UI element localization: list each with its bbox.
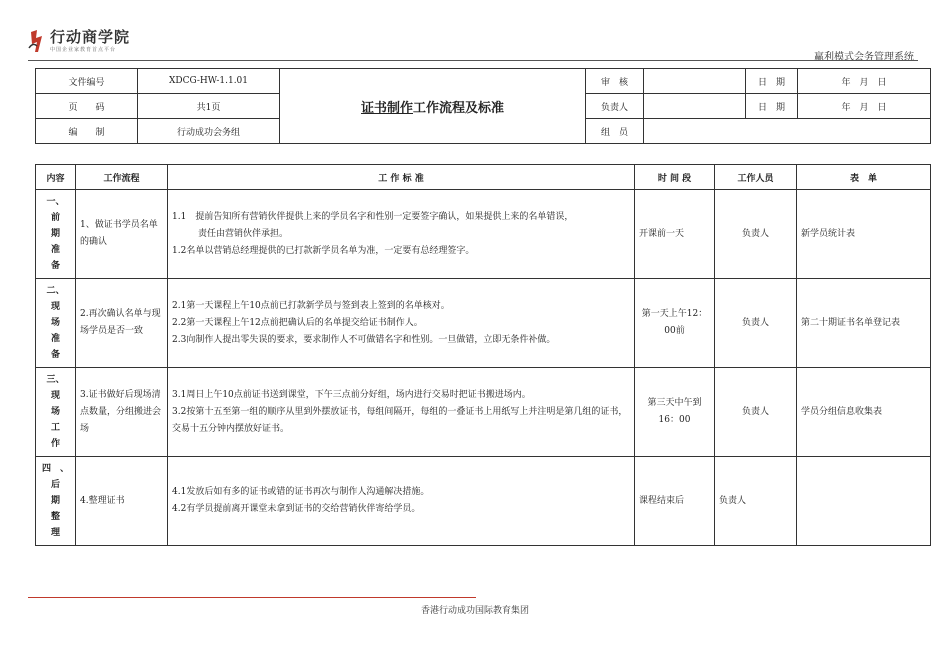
table-row xyxy=(36,368,931,457)
compile-label: 编 制 xyxy=(36,119,138,144)
standard-line: 4.2有学员提前离开课堂未拿到证书的交给营销伙伴寄给学员。 xyxy=(172,504,421,514)
standard-cell xyxy=(168,190,635,279)
date-value-2: 年 月 日 xyxy=(798,94,931,119)
footer-rule xyxy=(28,597,476,598)
section-label-line: 三、 xyxy=(46,375,65,385)
section-label-line: 现 xyxy=(50,302,60,312)
process-cell: 2.再次确认名单与现场学员是否一致 xyxy=(76,279,168,368)
col-header-form: 表 单 xyxy=(797,165,931,190)
process-table xyxy=(35,164,931,546)
standard-cell xyxy=(168,368,635,457)
date-label-2: 日 期 xyxy=(746,94,798,119)
logo-text: 行动商学院 xyxy=(50,28,131,46)
section-label-line: 备 xyxy=(50,261,60,271)
review-label: 审 核 xyxy=(586,69,644,94)
section-label-line: 作 xyxy=(50,439,60,449)
section-label-line: 现 xyxy=(50,391,60,401)
staff-cell: 负责人 xyxy=(715,279,797,368)
col-header-content: 内容 xyxy=(36,165,76,190)
form-cell: 新学员统计表 xyxy=(797,190,931,279)
section-label-line: 整 xyxy=(50,512,60,522)
doc-title-rest: 工作流程及标准 xyxy=(413,100,505,116)
date-value: 年 月 日 xyxy=(798,69,931,94)
form-cell: 第二十期证书名单登记表 xyxy=(797,279,931,368)
owner-label: 负责人 xyxy=(586,94,644,119)
standard-cell xyxy=(168,457,635,546)
col-header-standard: 工 作 标 准 xyxy=(168,165,635,190)
table-row xyxy=(36,279,931,368)
page-value: 共1页 xyxy=(138,94,280,119)
standard-line: 3.1周日上午10点前证书送到课堂，下午三点前分好组，场内进行交易时把证书搬进场内。 xyxy=(172,389,531,400)
member-label: 组 员 xyxy=(586,119,644,144)
section-label-line: 准 xyxy=(50,245,60,255)
owner-value xyxy=(644,94,746,119)
time-cell: 第一天上午12：00前 xyxy=(635,279,715,368)
section-label xyxy=(36,190,76,279)
section-label-line: 场 xyxy=(50,318,60,328)
section-label-line: 前 xyxy=(50,213,60,223)
section-label-line: 期 xyxy=(50,229,60,239)
section-label xyxy=(36,457,76,546)
form-cell: 学员分组信息收集表 xyxy=(797,368,931,457)
standard-cell xyxy=(168,279,635,368)
logo-subtitle: 中国企业家教育首点平台 xyxy=(50,47,117,53)
process-cell: 1、做证书学员名单的确认 xyxy=(76,190,168,279)
doc-no-value: XDCG-HW-1.1.01 xyxy=(138,69,280,94)
section-label-line: 备 xyxy=(50,350,60,360)
section-label-line: 二、 xyxy=(46,286,65,296)
section-label-line: 工 xyxy=(50,423,60,433)
table-header-row xyxy=(36,165,931,190)
col-header-staff: 工作人员 xyxy=(715,165,797,190)
section-label-line: 理 xyxy=(50,528,60,538)
col-header-time: 时 间 段 xyxy=(635,165,715,190)
standard-line: 2.2第一天课程上午12点前把确认后的名单提交给证书制作人。 xyxy=(172,317,423,328)
system-name: 赢利模式会务管理系统 xyxy=(814,52,914,63)
standard-line: 2.3向制作人提出零失误的要求，要求制作人不可做错名字和性别。一旦做错，立即无条件补做。 xyxy=(172,334,556,345)
doc-title xyxy=(280,69,586,144)
section-label-line: 四 、 xyxy=(41,464,69,474)
standard-line: 3.2按第十五至第一组的顺序从里到外摆放证书，每组间隔开，每组的一叠证书上用纸写上并注明是第几组的证书，交易十五分钟内摆放好证书。 xyxy=(172,406,628,434)
logo xyxy=(28,26,158,58)
doc-title-underlined: 证书制作 xyxy=(360,100,413,116)
standard-line: 4.1发放后如有多的证书或错的证书再次与制作人沟通解决措施。 xyxy=(172,487,430,497)
standard-line: 1.2名单以营销总经理提供的已打款新学员名单为准，一定要有总经理签字。 xyxy=(172,245,475,256)
compile-value: 行动成功会务组 xyxy=(138,119,280,144)
header-rule xyxy=(28,60,918,61)
section-label-line: 准 xyxy=(50,334,60,344)
section-label-line: 场 xyxy=(50,407,60,417)
page-label: 页 码 xyxy=(36,94,138,119)
table-row xyxy=(36,457,931,546)
time-cell: 课程结束后 xyxy=(635,457,715,546)
time-cell: 开课前一天 xyxy=(635,190,715,279)
table-row xyxy=(36,190,931,279)
form-cell xyxy=(797,457,931,546)
standard-line: 1.1 提前告知所有营销伙伴提供上来的学员名字和性别一定要签字确认，如果提供上来的名单错误， xyxy=(172,211,574,222)
staff-cell: 负责人 xyxy=(715,190,797,279)
time-cell: 第三天中午到16：00 xyxy=(635,368,715,457)
section-label xyxy=(36,368,76,457)
section-label-line: 一、 xyxy=(46,197,65,207)
section-label xyxy=(36,279,76,368)
staff-cell: 负责人 xyxy=(715,457,797,546)
date-label: 日 期 xyxy=(746,69,798,94)
process-cell: 3.证书做好后现场清点数量，分组搬进会场 xyxy=(76,368,168,457)
standard-line: 责任由营销伙伴承担。 xyxy=(198,228,289,239)
col-header-process: 工作流程 xyxy=(76,165,168,190)
member-value xyxy=(644,119,931,144)
footer-org-name: 香港行动成功国际教育集团 xyxy=(420,606,529,616)
section-label-line: 期 xyxy=(50,496,60,506)
logo-mark-icon xyxy=(28,28,46,54)
process-cell: 4.整理证书 xyxy=(76,457,168,546)
meta-table xyxy=(35,68,931,144)
section-label-line: 后 xyxy=(50,480,60,490)
doc-no-label: 文件编号 xyxy=(36,69,138,94)
staff-cell: 负责人 xyxy=(715,368,797,457)
standard-line: 2.1第一天课程上午10点前已打款新学员与签到表上签到的名单核对。 xyxy=(172,300,450,311)
review-value xyxy=(644,69,746,94)
